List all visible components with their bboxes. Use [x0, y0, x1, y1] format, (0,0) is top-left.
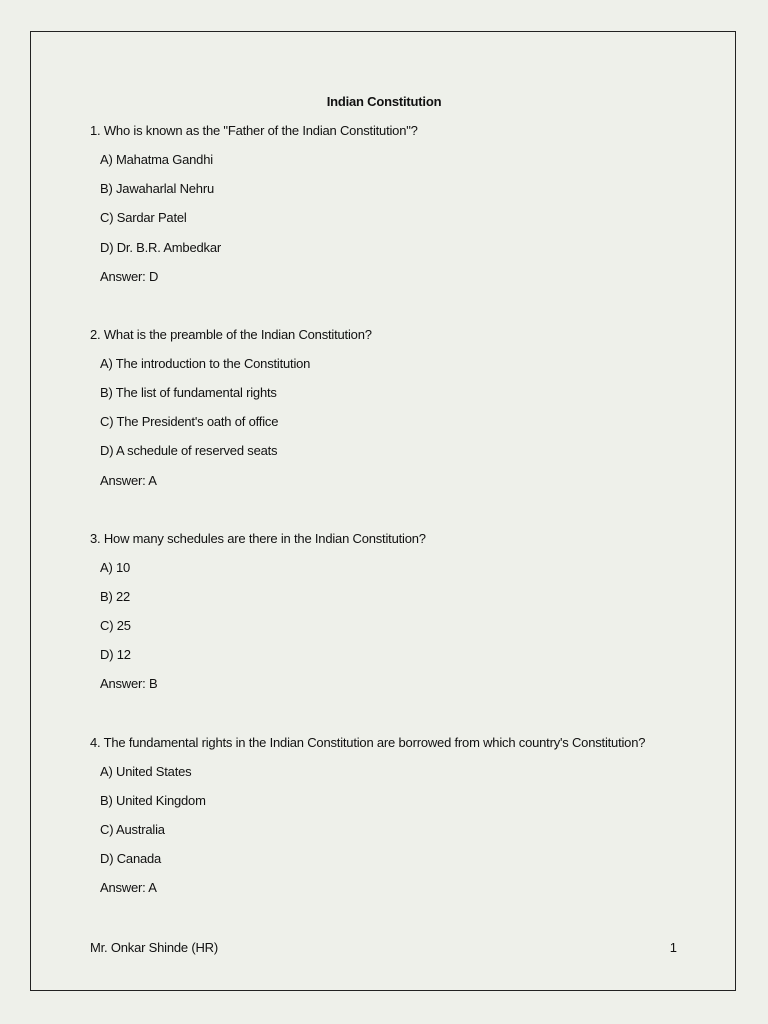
- answer-text: Answer: A: [100, 473, 157, 488]
- option-text: B) 22: [100, 589, 131, 604]
- option-text: A) Mahatma Gandhi: [100, 152, 213, 167]
- footer-author: Mr. Onkar Shinde (HR): [90, 940, 219, 955]
- question-text: 4. The fundamental rights in the Indian Constitution are borrowed from which country's Constitution?: [90, 735, 646, 750]
- option-text: C) Sardar Patel: [100, 210, 187, 225]
- option-text: D) Canada: [100, 851, 162, 866]
- option-text: D) Dr. B.R. Ambedkar: [100, 240, 221, 255]
- document-title: Indian Constitution: [326, 94, 442, 109]
- option-text: A) The introduction to the Constitution: [100, 356, 311, 371]
- page-number: 1: [669, 940, 677, 955]
- option-text: C) 25: [100, 618, 131, 633]
- option-text: D) A schedule of reserved seats: [100, 443, 278, 458]
- option-text: A) United States: [100, 764, 192, 779]
- answer-text: Answer: B: [100, 676, 158, 691]
- option-text: C) The President's oath of office: [100, 414, 279, 429]
- question-text: 2. What is the preamble of the Indian Constitution?: [90, 327, 372, 342]
- option-text: B) The list of fundamental rights: [100, 385, 277, 400]
- option-text: B) Jawaharlal Nehru: [100, 181, 214, 196]
- answer-text: Answer: A: [100, 880, 157, 895]
- question-text: 3. How many schedules are there in the Indian Constitution?: [90, 531, 426, 546]
- option-text: A) 10: [100, 560, 131, 575]
- option-text: D) 12: [100, 647, 131, 662]
- option-text: B) United Kingdom: [100, 793, 206, 808]
- answer-text: Answer: D: [100, 269, 159, 284]
- document-page: [30, 31, 736, 991]
- option-text: C) Australia: [100, 822, 165, 837]
- question-text: 1. Who is known as the "Father of the Indian Constitution"?: [90, 123, 418, 138]
